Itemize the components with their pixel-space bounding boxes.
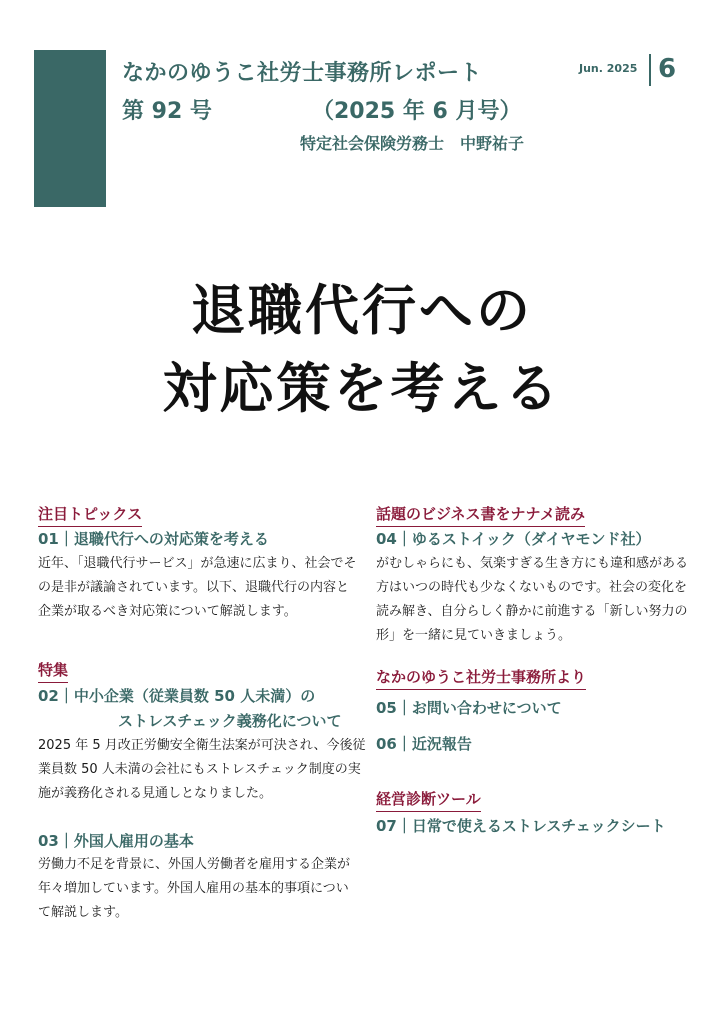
issue-month: 6 (658, 54, 677, 84)
edition: （2025 年 6 月号） (312, 99, 522, 124)
article-02-title-line1[interactable]: 02｜中小企業（従業員数 50 人未満）の (38, 687, 316, 705)
report-title: なかのゆうこ社労士事務所レポート (122, 61, 483, 86)
section-heading-business: 話題のビジネス書をナナメ読み (376, 503, 585, 527)
article-02-title-line2[interactable]: ストレスチェック義務化について (118, 712, 342, 730)
issue-number: 第 92 号 (122, 99, 212, 124)
article-04-title[interactable]: 04｜ゆるストイック（ダイヤモンド社） (376, 530, 651, 548)
issue-date: Jun. 2025 (579, 62, 638, 75)
section-heading-topics: 注目トピックス (38, 503, 142, 527)
date-divider (649, 54, 651, 86)
article-07-title[interactable]: 07｜日常で使えるストレスチェックシート (376, 817, 666, 835)
article-02-desc: 2025 年 5 月改正労働安全衛生法案が可決され、今後従 業員数 50 人未満の会社にもストレスチェック制度の実 施が義務化される見通しとなりました。 (38, 738, 366, 801)
article-05-title[interactable]: 05｜お問い合わせについて (376, 699, 562, 717)
author: 特定社会保険労務士 中野祐子 (300, 134, 525, 153)
article-03-desc: 労働力不足を背景に、外国人労働者を雇用する企業が 年々増加しています。外国人雇用の基本的事項につい て解説します。 (38, 857, 351, 920)
article-06-title[interactable]: 06｜近況報告 (376, 735, 472, 753)
section-heading-feature: 特集 (38, 659, 68, 683)
header-color-block (34, 50, 106, 207)
article-01-desc: 近年、「退職代行サービス」が急速に広まり、社会でそ の是非が議論されています。以下、退職代行の内容と 企業が取るべき対応策について解説します。 (38, 556, 357, 619)
section-heading-tool: 経営診断ツール (376, 788, 481, 812)
article-04-desc: がむしゃらにも、気楽すぎる生き方にも違和感がある 方はいつの時代も少なくないものです。社会の変化を 読み解き、自分らしく静かに前進する「新しい努力の 形」を一緒に見ていきましょう。 (376, 556, 689, 643)
main-title-line1: 退職代行への (191, 279, 533, 342)
main-title-line2: 対応策を考える (162, 357, 562, 420)
article-03-title[interactable]: 03｜外国人雇用の基本 (38, 832, 194, 850)
section-heading-office: なかのゆうこ社労士事務所より (376, 666, 586, 690)
article-01-title[interactable]: 01｜退職代行への対応策を考える (38, 530, 269, 548)
